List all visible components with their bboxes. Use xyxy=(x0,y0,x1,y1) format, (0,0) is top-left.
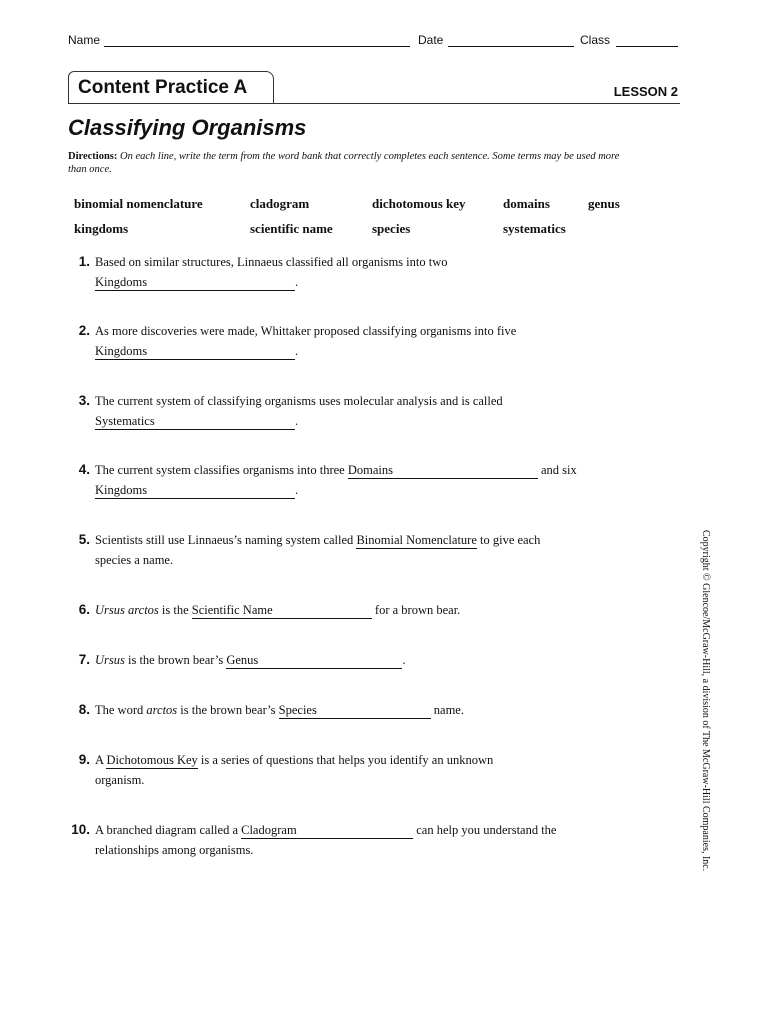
question-number: 6. xyxy=(78,602,90,617)
question-text: A xyxy=(95,753,104,767)
word-bank-item: kingdoms xyxy=(74,221,129,236)
answer-field[interactable] xyxy=(226,653,402,669)
question-text: can help you understand the relationships among organisms. xyxy=(95,823,557,857)
question-7 xyxy=(68,650,628,670)
question-8 xyxy=(68,700,628,720)
answer-text: Binomial Nomenclature xyxy=(356,533,477,547)
date-field[interactable] xyxy=(448,46,574,47)
question-number: 1. xyxy=(78,254,90,269)
genus-name: Ursus xyxy=(95,653,125,667)
species-name: Ursus arctos xyxy=(95,603,159,617)
word-bank-item: domains xyxy=(503,196,550,211)
lesson-label: LESSON 2 xyxy=(613,84,678,99)
copyright-notice: Copyright © Glencoe/McGraw-Hill, a division of The McGraw-Hill Companies, Inc. xyxy=(700,530,711,872)
question-1 xyxy=(68,252,628,292)
question-text: As more discoveries were made, Whittaker proposed classifying organisms into five xyxy=(95,324,517,338)
answer-text: Genus xyxy=(226,653,259,667)
question-text: A branched diagram called a xyxy=(95,823,238,837)
answer-text: Systematics xyxy=(95,414,155,428)
student-info-header xyxy=(68,33,678,49)
species-epithet: arctos xyxy=(146,703,178,717)
answer-field[interactable] xyxy=(241,823,413,839)
word-bank-item: scientific name xyxy=(250,221,333,236)
page-title: Classifying Organisms xyxy=(68,115,307,140)
answer-text: Kingdoms xyxy=(95,483,148,497)
question-text: to give each species a name. xyxy=(95,533,541,567)
question-number: 2. xyxy=(78,323,90,338)
question-6 xyxy=(68,600,628,620)
directions-label: Directions: xyxy=(68,151,118,162)
word-bank-item: binomial nomenclature xyxy=(74,196,203,211)
question-5 xyxy=(68,530,628,570)
name-field[interactable] xyxy=(104,46,410,47)
answer-text: Kingdoms xyxy=(95,275,148,289)
header-rule xyxy=(68,103,680,104)
question-text: The word xyxy=(95,703,144,717)
answer-field[interactable] xyxy=(95,275,295,291)
content-practice-title: Content Practice A xyxy=(78,77,248,98)
question-number: 9. xyxy=(78,752,90,767)
question-text: . xyxy=(295,483,299,497)
class-field[interactable] xyxy=(616,46,678,47)
question-text: is a series of questions that helps you identify an unknown organism. xyxy=(95,753,494,787)
answer-field[interactable] xyxy=(192,603,372,619)
directions xyxy=(68,150,628,176)
question-text: . xyxy=(295,344,299,358)
question-text: The current system classifies organisms into three xyxy=(95,463,345,477)
question-text: name. xyxy=(433,703,464,717)
answer-text: Dichotomous Key xyxy=(106,753,198,767)
answer-field[interactable] xyxy=(95,344,295,360)
directions-text: On each line, write the term from the word bank that correctly completes each sentence. Some terms may be used more than once. xyxy=(68,151,620,175)
question-text: is the brown bear’s xyxy=(128,653,224,667)
question-number: 4. xyxy=(78,462,90,477)
answer-field[interactable] xyxy=(279,703,431,719)
answer-field[interactable] xyxy=(95,483,295,499)
word-bank-item: dichotomous key xyxy=(372,196,466,211)
question-text: . xyxy=(295,414,299,428)
question-text: and six xyxy=(540,463,577,477)
answer-field[interactable] xyxy=(106,753,197,769)
answer-field[interactable] xyxy=(356,533,476,549)
question-text: . xyxy=(402,653,406,667)
answer-field[interactable] xyxy=(348,463,538,479)
word-bank-item: species xyxy=(372,221,411,236)
class-label: Class xyxy=(580,33,611,47)
answer-text: Cladogram xyxy=(241,823,297,837)
question-3 xyxy=(68,391,628,431)
content-practice-tab xyxy=(68,71,274,104)
word-bank-item: cladogram xyxy=(250,196,310,211)
question-text: is the brown bear’s xyxy=(180,703,276,717)
question-text: Scientists still use Linnaeus’s naming system called xyxy=(95,533,354,547)
question-2 xyxy=(68,321,628,361)
answer-text: Domains xyxy=(347,463,393,477)
question-text: The current system of classifying organisms uses molecular analysis and is called xyxy=(95,394,503,408)
answer-text: Species xyxy=(278,703,317,717)
date-label: Date xyxy=(418,33,444,47)
answer-field[interactable] xyxy=(95,414,295,430)
answer-text: Kingdoms xyxy=(95,344,148,358)
question-9 xyxy=(68,750,628,790)
question-10 xyxy=(68,820,628,860)
question-text: for a brown bear. xyxy=(374,603,461,617)
word-bank-item: genus xyxy=(588,196,620,211)
question-number: 8. xyxy=(78,702,90,717)
word-bank-item: systematics xyxy=(503,221,566,236)
question-number: 3. xyxy=(78,393,90,408)
question-number: 5. xyxy=(78,532,90,547)
name-label: Name xyxy=(68,33,101,47)
question-text: is the xyxy=(161,603,189,617)
question-text: Based on similar structures, Linnaeus classified all organisms into two xyxy=(95,255,448,269)
answer-text: Scientific Name xyxy=(191,603,273,617)
question-number: 7. xyxy=(78,652,90,667)
question-number: 10. xyxy=(71,822,90,837)
question-text: . xyxy=(295,275,299,289)
question-4 xyxy=(68,460,628,500)
